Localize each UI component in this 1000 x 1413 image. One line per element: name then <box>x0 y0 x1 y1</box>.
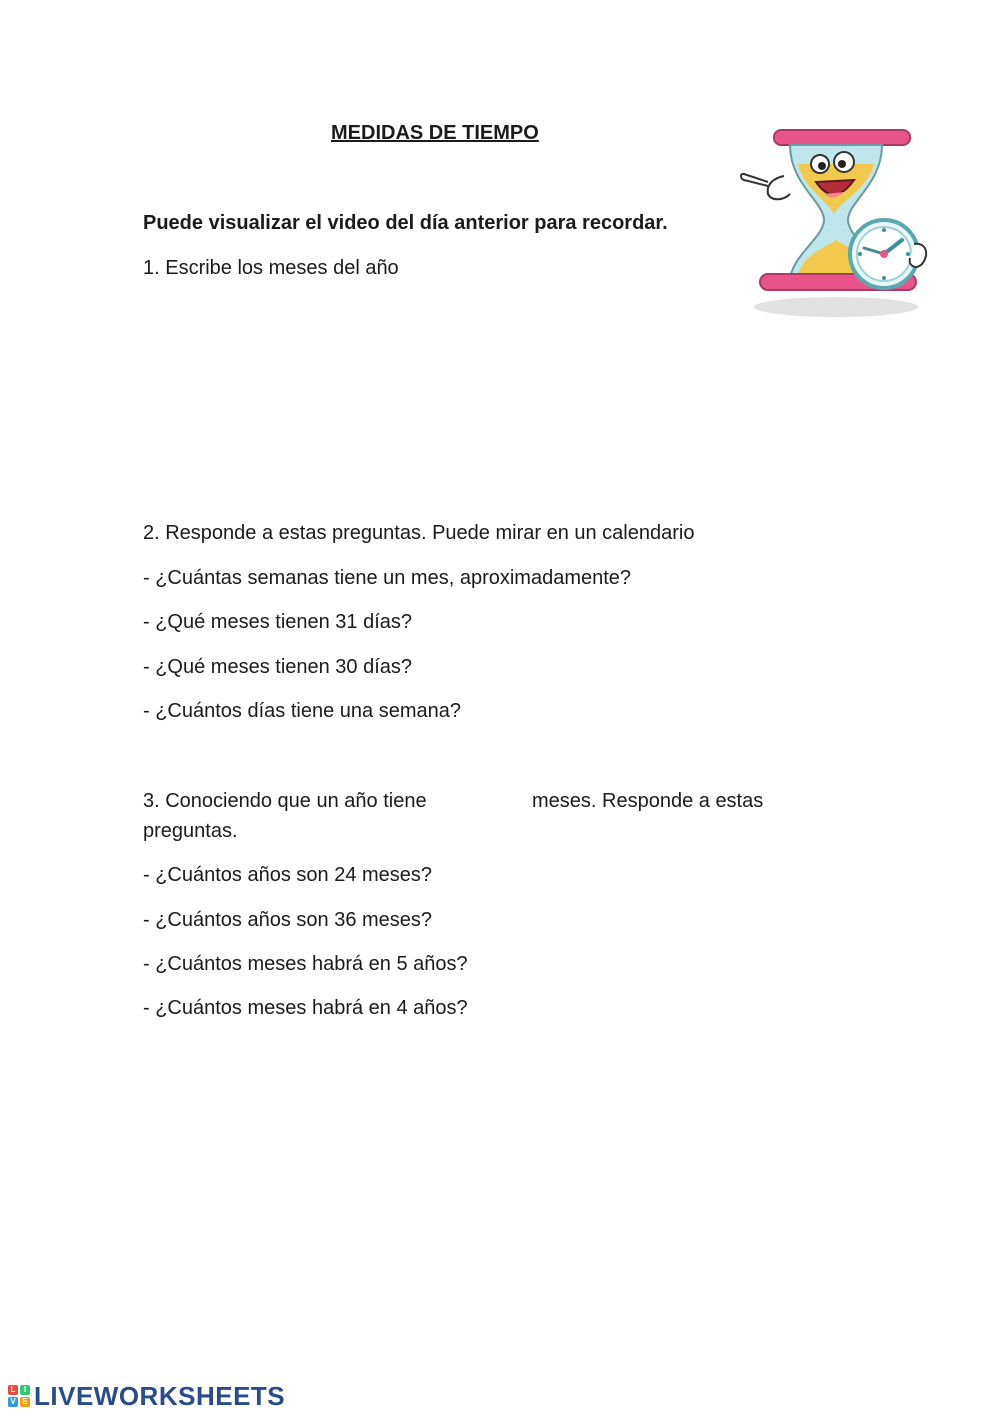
question-item: - ¿Cuántas semanas tiene un mes, aproximadamente? <box>143 567 632 589</box>
section3-heading-line2: preguntas. <box>143 820 238 842</box>
question-item: - ¿Cuántos meses habrá en 5 años? <box>143 953 468 975</box>
question-item: - ¿Qué meses tienen 31 días? <box>143 611 413 633</box>
section3-heading-part2: meses. Responde a estas <box>532 790 764 812</box>
brand-name: LIVEWORKSHEETS <box>34 1380 286 1411</box>
question-item: - ¿Cuántos días tiene una semana? <box>143 700 461 722</box>
logo-letter: I <box>20 1385 30 1395</box>
footer-branding <box>8 1381 285 1411</box>
logo-letter: V <box>8 1397 18 1407</box>
hourglass-clock-mascot-icon <box>738 124 934 320</box>
question-item: - ¿Cuántos años son 36 meses? <box>143 909 433 931</box>
intro-text: Puede visualizar el video del día anterior para recordar. <box>143 212 668 234</box>
section2-heading: 2. Responde a estas preguntas. Puede mirar en un calendario <box>143 522 695 544</box>
logo-letter: L <box>8 1385 18 1395</box>
liveworksheets-logo-icon <box>8 1385 30 1407</box>
logo-letter: E <box>20 1397 30 1407</box>
question-item: - ¿Qué meses tienen 30 días? <box>143 656 413 678</box>
question-item: - ¿Cuántos años son 24 meses? <box>143 864 433 886</box>
section3-heading-part1: 3. Conociendo que un año tiene <box>143 790 427 812</box>
question-item: - ¿Cuántos meses habrá en 4 años? <box>143 997 468 1019</box>
page-title: MEDIDAS DE TIEMPO <box>331 122 539 144</box>
section1-heading: 1. Escribe los meses del año <box>143 257 399 279</box>
